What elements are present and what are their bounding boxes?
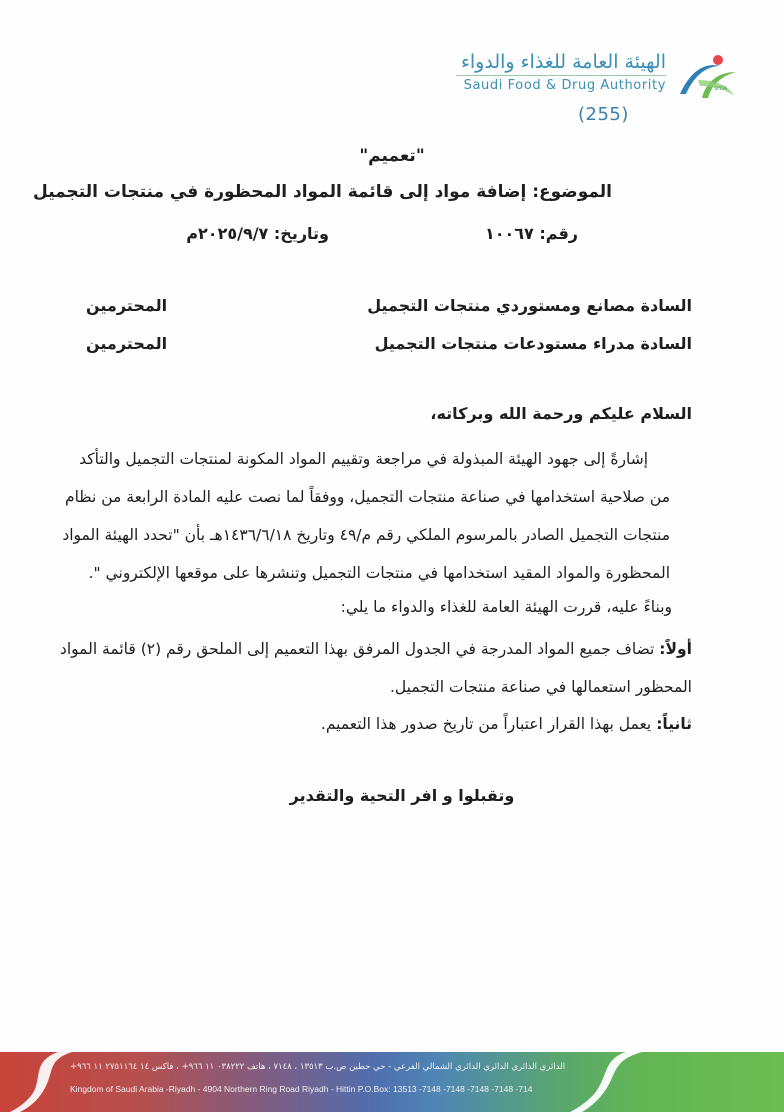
sfda-logo: [440, 50, 740, 106]
letter-subject: الموضوع: إضافة مواد إلى قائمة المواد المحظورة في منتجات التجميل: [33, 182, 612, 202]
paragraph-decision: وبناءً عليه، قررت الهيئة العامة للغذاء والدواء ما يلي:: [340, 598, 672, 616]
paragraph-line: من صلاحية استخدامها في صناعة منتجات التجميل، ووفقاً لما نصت عليه المادة الرابعة من نظام: [64, 488, 670, 506]
logo-text: [436, 50, 666, 93]
item-label: ثانياً:: [656, 715, 692, 733]
footer-address-english: Kingdom of Saudi Arabia -Riyadh - 4904 Northern Ring Road Riyadh - Hittin P.O.Box: 13513 -7148 -7148 -7148 -7148 -714: [70, 1084, 533, 1094]
org-name-arabic: الهيئة العامة للغذاء والدواء: [460, 51, 666, 73]
closing-salutation: وتقبلوا و افر التحية والتقدير: [289, 786, 515, 805]
paragraph-line: إشارةً إلى جهود الهيئة المبذولة في مراجعة وتقييم المواد المكونة لمنتجات التجميل والتأكد: [79, 450, 648, 468]
decision-item-first: [59, 630, 692, 706]
footer-band: [0, 1052, 784, 1112]
paragraph-line: المحظورة والمواد المقيد استخدامها في منتجات التجميل وتنشرها على موقعها الإلكتروني ".: [88, 564, 670, 582]
decision-item-line: المحظور استعمالها في صناعة منتجات التجميل.: [389, 678, 692, 696]
item-text: يعمل بهذا القرار اعتباراً من تاريخ صدور هذا التعميم.: [320, 715, 652, 733]
org-name-english: Saudi Food & Drug Authority: [463, 78, 666, 93]
decision-item-second: [82, 705, 692, 743]
sfda-emblem-icon: [676, 50, 740, 102]
decision-item-line: [59, 630, 692, 668]
recipient-honorific: المحترمين: [86, 296, 168, 315]
greeting: السلام عليكم ورحمة الله وبركاته،: [430, 404, 692, 423]
reference-date: وتاريخ: ٢٠٢٥/٩/٧م: [186, 224, 329, 243]
letter-title: "تعميم": [359, 146, 425, 166]
recipient-name: السادة مدراء مستودعات منتجات التجميل: [374, 334, 692, 353]
logo-mark-text: SFDA: [714, 86, 728, 92]
footer-swoosh-shape: [0, 1052, 784, 1112]
item-text: تضاف جميع المواد المدرجة في الجدول المرفق بهذا التعميم إلى الملحق رقم (٢) قائمة المواد: [59, 640, 655, 658]
recipient-honorific: المحترمين: [86, 334, 168, 353]
reference-number: رقم: ١٠٠٦٧: [484, 224, 578, 243]
footer-address-arabic: الدائري الدائري الدائري الدائري الشمالي الفرعي - حي حطين ص.ب ١٣٥١٣ ، ٧١٤٨ ، هاتف ٠٣٨٢٢٢ ١١ ٩٦٦+ ، فاكس ١٤ ٢٧٥١١٦٤ ١١ ٩٦٦+: [70, 1062, 566, 1072]
paragraph-introduction: [62, 440, 692, 592]
paragraph-line: منتجات التجميل الصادر بالمرسوم الملكي رقم م/٤٩ وتاريخ ١٤٣٦/٦/١٨هـ بأن "تحدد الهيئة المواد: [62, 526, 670, 544]
recipient-name: السادة مصانع ومستوردي منتجات التجميل: [367, 296, 692, 315]
item-label: أولاً:: [659, 640, 692, 658]
logo-divider: [456, 75, 666, 76]
document-code-number: (255): [578, 104, 629, 125]
